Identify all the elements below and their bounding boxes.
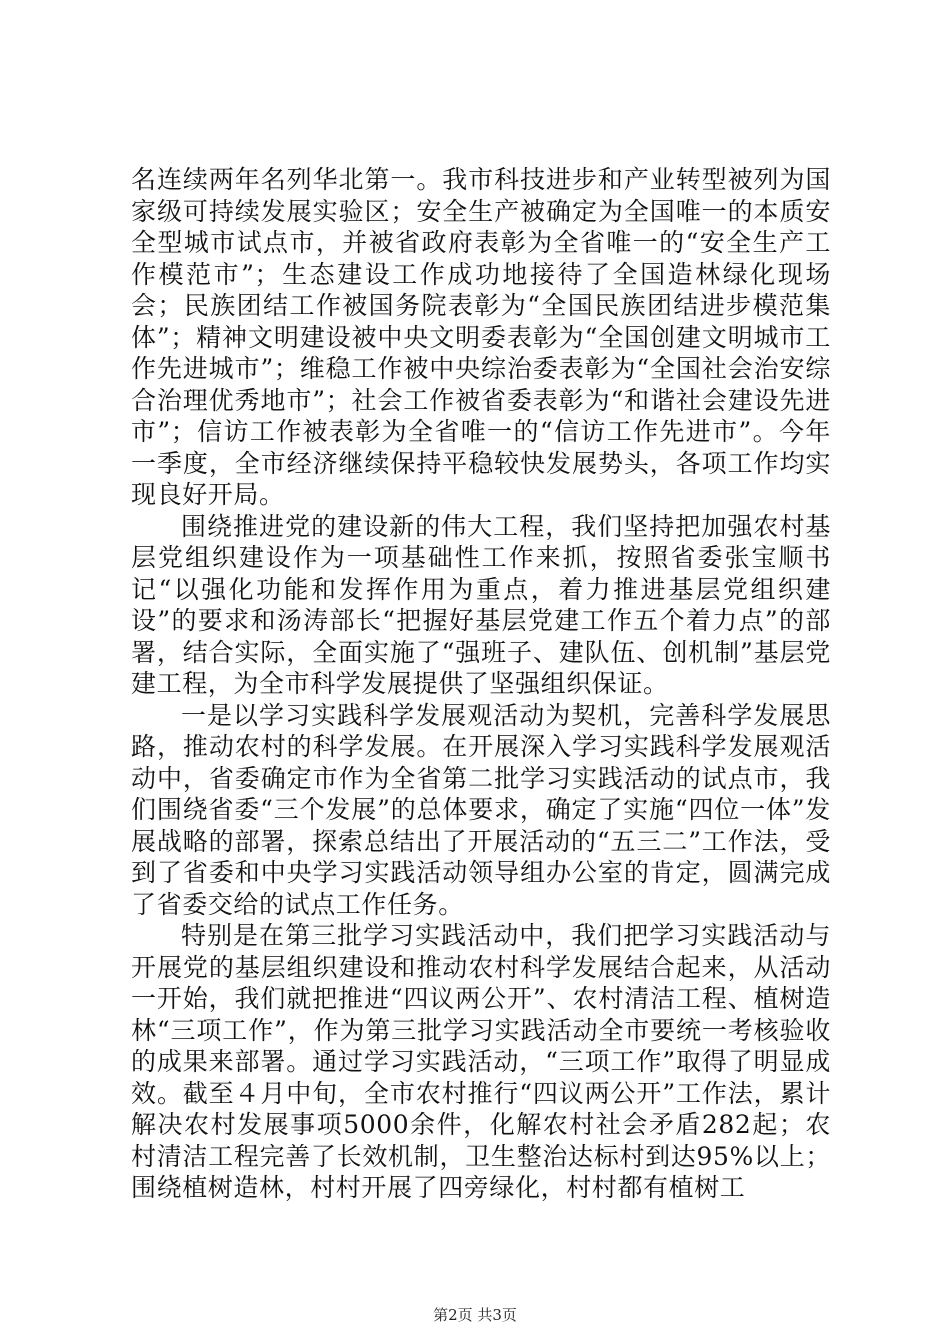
paragraph-point-one: 一是以学习实践科学发展观活动为契机，完善科学发展思路，推动农村的科学发展。在开展深入学习实践科学发展观活动中，省委确定市作为全省第二批学习实践活动的试点市，我们围绕省委“三个发展”的总体要求，确定了实施“四位一体”发展战略的部署，探索总结出了开展活动的“五三二”工作法，受到了省委和中央学习实践活动领导组办公室的肯定，圆满完成了省委交给的试点工作任务。 <box>131 700 831 919</box>
paragraph-continued: 名连续两年名列华北第一。我市科技进步和产业转型被列为国家级可持续发展实验区；安全生产被确定为全国唯一的本质安全型城市试点市，并被省政府表彰为全省唯一的“安全生产工作模范市”；生态建设工作成功地接待了全国造林绿化现场会；民族团结工作被国务院表彰为“全国民族团结进步模范集体”；精神文明建设被中央文明委表彰为“全国创建文明城市工作先进城市”；维稳工作被中央综治委表彰为“全国社会治安综合治理优秀地市”；社会工作被省委表彰为“和谐社会建设先进市”；信访工作被表彰为全省唯一的“信访工作先进市”。今年一季度，全市经济继续保持平稳较快发展势头，各项工作均实现良好开局。 <box>131 165 831 509</box>
paragraph-third-batch: 特别是在第三批学习实践活动中，我们把学习实践活动与开展党的基层组织建设和推动农村科学发展结合起来，从活动一开始，我们就把推进“四议两公开”、农村清洁工程、植树造林“三项工作”，作为第三批学习实践活动全市要统一考核验收的成果来部署。通过学习实践活动，“三项工作”取得了明显成效。截至４月中旬，全市农村推行“四议两公开”工作法，累计解决农村发展事项5000余件，化解农村社会矛盾282起；农村清洁工程完善了长效机制，卫生整治达标村到达95%以上；围绕植树造林，村村开展了四旁绿化，村村都有植树工 <box>131 921 831 1202</box>
paragraph-party-building: 围绕推进党的建设新的伟大工程，我们坚持把加强农村基层党组织建设作为一项基础性工作来抓，按照省委张宝顺书记“以强化功能和发挥作用为重点，着力推进基层党组织建设”的要求和汤涛部长“把握好基层党建工作五个着力点”的部署，结合实际，全面实施了“强班子、建队伍、创机制”基层党建工程，为全市科学发展提供了坚强组织保证。 <box>131 511 831 698</box>
page-footer: 第2页 共3页 <box>433 1306 517 1324</box>
document-body <box>131 164 831 1204</box>
